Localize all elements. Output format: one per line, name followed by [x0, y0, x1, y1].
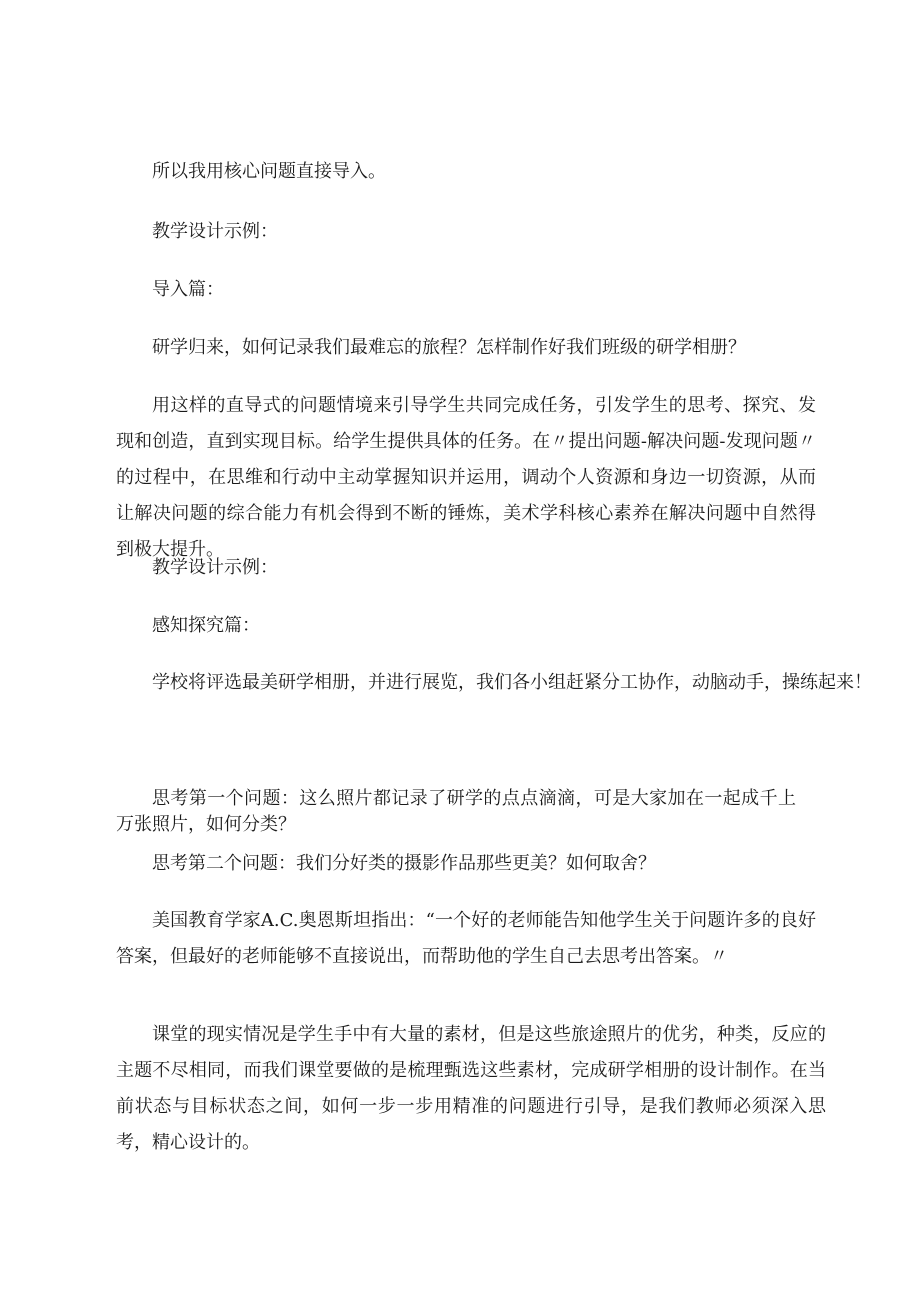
- paragraph-intro: 所以我用核心问题直接导入。: [152, 161, 386, 182]
- paragraph-direct-guidance: 用这样的直导式的问题情境来引导学生共同完成任务，引发学生的思考、探究、发现和创造，直到实现目标。给学生提供具体的任务。在〃提出问题-解决问题-发现问题〃的过程中，在思维和行动中主动掌握知识并运用，调动个人资源和身边一切资源，从而让解决问题的综合能力有机会得到不断的锤炼，美术学科核心素养在解决问题中自然得到极大提升。: [116, 395, 816, 560]
- paragraph-question-two: 思考第二个问题：我们分好类的摄影作品那些更美？如何取舍？: [152, 853, 656, 874]
- paragraph-album-contest: 学校将评选最美研学相册，并进行展览，我们各小组赶紧分工协作，动脑动手，操练起来！: [152, 672, 872, 693]
- heading-lead-in: 导入篇：: [152, 279, 224, 300]
- paragraph-ornstein-quote: 美国教育学家A.C.奥恩斯坦指出：“一个好的老师能告知他学生关于问题许多的良好答案，但最好的老师能够不直接说出，而帮助他的学生自己去思考出答案。〃: [116, 910, 816, 967]
- heading-perception-exploration: 感知探究篇：: [152, 615, 260, 636]
- heading-teaching-example-1: 教学设计示例：: [152, 221, 278, 242]
- heading-teaching-example-2: 教学设计示例：: [152, 557, 278, 578]
- paragraph-classroom-reality: 课堂的现实情况是学生手中有大量的素材，但是这些旅途照片的优劣，种类，反应的主题不尽相同，而我们课堂要做的是梳理甄选这些素材，完成研学相册的设计制作。在当前状态与目标状态之间，如何一步一步用精准的问题进行引导，是我们教师必须深入思考，精心设计的。: [116, 1024, 826, 1153]
- paragraph-lead-in-question: 研学归来，如何记录我们最难忘的旅程？怎样制作好我们班级的研学相册？: [152, 337, 746, 358]
- paragraph-question-one: 思考第一个问题：这么照片都记录了研学的点点滴滴，可是大家加在一起成千上万张照片，如何分类？: [116, 788, 796, 835]
